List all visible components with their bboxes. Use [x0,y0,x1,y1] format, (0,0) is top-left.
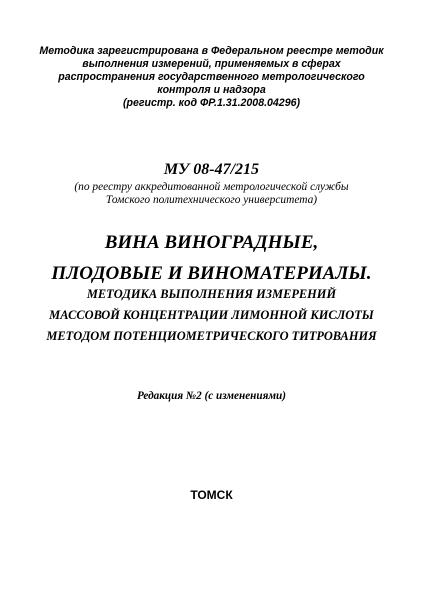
registration-notice [30,45,393,110]
registration-notice-line: распространения государственного метрологического [58,71,365,83]
main-title [0,227,423,289]
method-title [0,284,423,347]
document-code: МУ 08-47/215 [163,161,260,178]
registration-notice-line: Методика зарегистрирована в Федеральном реестре методик [39,45,384,57]
edition-label: Редакция №2 (с изменениями) [137,390,286,402]
main-title-line: ПЛОДОВЫЕ И ВИНОМАТЕРИАЛЫ. [51,263,372,284]
city-label: ТОМСК [190,488,233,502]
registration-notice-line: контроля и надзора [157,84,266,96]
registry-note-line: Томского политехнического университета) [105,194,318,206]
main-title-line: ВИНА ВИНОГРАДНЫЕ, [104,232,319,253]
registration-code: (регистр. код ФР.1.31.2008.04296) [122,97,301,109]
method-title-line: МЕТОДИКА ВЫПОЛНЕНИЯ ИЗМЕРЕНИЙ [86,287,337,301]
registry-note-line: (по реестру аккредитованной метрологической службы [74,181,349,193]
method-title-line: МЕТОДОМ ПОТЕНЦИОМЕТРИЧЕСКОГО ТИТРОВАНИЯ [46,329,377,343]
registration-notice-line: выполнения измерений, применяемых в сферах [82,58,341,70]
registry-note [0,181,423,207]
method-title-line: МАССОВОЙ КОНЦЕНТРАЦИИ ЛИМОННОЙ КИСЛОТЫ [49,308,374,322]
